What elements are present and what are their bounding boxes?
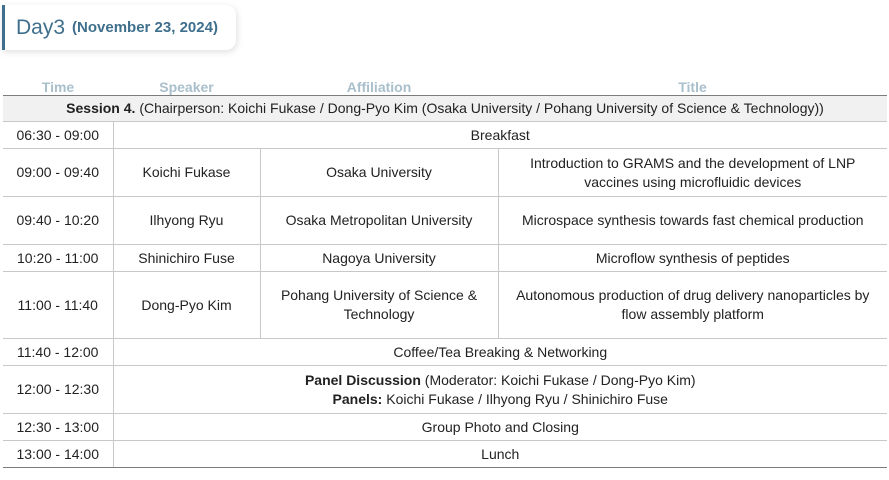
time-cell: 12:00 - 12:30: [3, 366, 113, 414]
panelists: Koichi Fukase / Ilhyong Ryu / Shinichiro Fuse: [386, 390, 668, 407]
session-chair: (Chairperson: Koichi Fukase / Dong-Pyo Kim (Osaka University / Pohang University of Science & Technology)): [139, 100, 824, 116]
panel-cell: [113, 366, 887, 414]
time-cell: 06:30 - 09:00: [3, 122, 113, 149]
time-cell: 13:00 - 14:00: [3, 441, 113, 468]
affiliation-cell: Osaka Metropolitan University: [260, 197, 498, 245]
time-cell: 10:20 - 11:00: [3, 245, 113, 272]
schedule-row: [3, 441, 887, 468]
schedule-row: [3, 272, 887, 339]
panel-discussion-label: Panel Discussion: [304, 371, 421, 388]
event-cell: Breakfast: [113, 122, 887, 149]
affiliation-column-header: Affiliation: [260, 73, 498, 96]
affiliation-cell: Osaka University: [260, 149, 498, 197]
header-row: [3, 73, 887, 96]
time-cell: 09:00 - 09:40: [3, 149, 113, 197]
panel-moderator: (Moderator: Koichi Fukase / Dong-Pyo Kim): [424, 371, 696, 388]
schedule-row: [3, 366, 887, 414]
title-column-header: Title: [498, 73, 887, 96]
session-cell: [3, 96, 887, 122]
event-cell: Lunch: [113, 441, 887, 468]
time-cell: 12:30 - 13:00: [3, 414, 113, 441]
event-cell: Coffee/Tea Breaking & Networking: [113, 339, 887, 366]
panelists-label: Panels:: [332, 390, 383, 407]
schedule-row: [3, 245, 887, 272]
time-cell: 09:40 - 10:20: [3, 197, 113, 245]
panel-discussion-line: [122, 371, 880, 390]
affiliation-cell: Nagoya University: [260, 245, 498, 272]
title-cell: Microspace synthesis towards fast chemical production: [498, 197, 887, 245]
day-date: (November 23, 2024): [72, 19, 218, 36]
title-cell: Introduction to GRAMS and the development of LNP vaccines using microfluidic devices: [498, 149, 887, 197]
day-label: Day3: [16, 15, 66, 39]
schedule-row: [3, 339, 887, 366]
speaker-cell: Dong-Pyo Kim: [113, 272, 260, 339]
schedule-row: [3, 197, 887, 245]
title-cell: Microflow synthesis of peptides: [498, 245, 887, 272]
schedule-row: [3, 122, 887, 149]
time-cell: 11:40 - 12:00: [3, 339, 113, 366]
speaker-cell: Shinichiro Fuse: [113, 245, 260, 272]
speaker-column-header: Speaker: [113, 73, 260, 96]
speaker-cell: Ilhyong Ryu: [113, 197, 260, 245]
time-column-header: Time: [3, 73, 113, 96]
time-cell: 11:00 - 11:40: [3, 272, 113, 339]
title-cell: Autonomous production of drug delivery nanoparticles by flow assembly platform: [498, 272, 887, 339]
day-header: [2, 5, 236, 50]
schedule-table: [3, 73, 887, 468]
event-cell: Group Photo and Closing: [113, 414, 887, 441]
affiliation-cell: Pohang University of Science & Technology: [260, 272, 498, 339]
session-row: [3, 96, 887, 122]
session-label: Session 4.: [66, 100, 136, 116]
schedule-row: [3, 149, 887, 197]
speaker-cell: Koichi Fukase: [113, 149, 260, 197]
schedule-row: [3, 414, 887, 441]
panelists-line: [122, 390, 880, 409]
